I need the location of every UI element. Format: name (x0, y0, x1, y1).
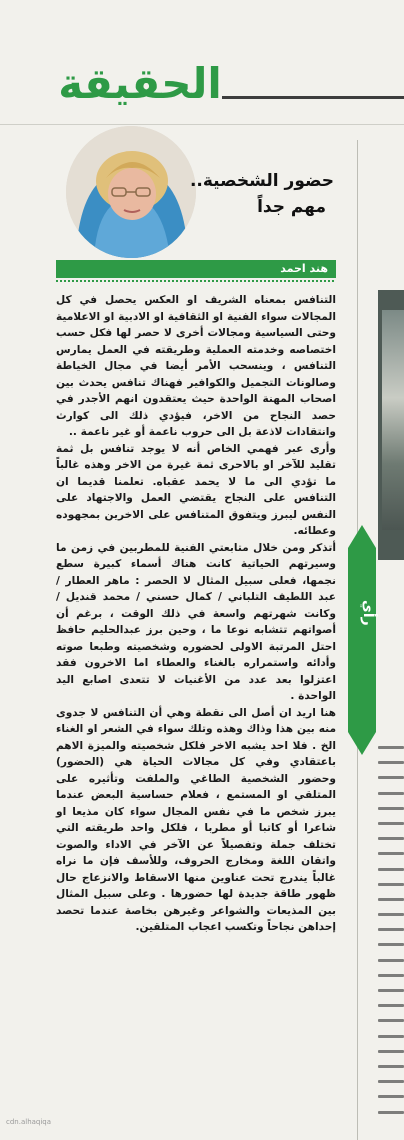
adjacent-page-text (378, 740, 404, 1120)
adjacent-text-line (378, 1044, 404, 1059)
author-bar (56, 260, 336, 278)
article-paragraph-1: التنافس بمعناه الشريف او العكس يحصل في كل المجالات سواء الفنية او الثقافية او الادبية او الاعلامية وحتى السياسية ومجالات أخرى لا حصر لها فكل حسب اختصاصه وخدمته العملية وطريقته في العمل يمارس التنافس ، وينسحب الأمر أيضا في مجال الخياطة وصالونات التجميل والكوافير فهناك تنافس يحدث بين اصحاب المهنة الواحدة حيث يعتقدون انهم الأجدر في حصد النجاح من الاخر، فيؤدي ذلك الى كوارث وانتقادات لاذعة بل الى حروب ناعمة أو غير ناعمة .. (56, 294, 336, 438)
adjacent-text-line (378, 968, 404, 983)
adjacent-text-line (378, 1089, 404, 1104)
watermark: cdn.alhaqiqa (6, 1118, 52, 1126)
adjacent-text-line (378, 983, 404, 998)
adjacent-text-line (378, 877, 404, 892)
adjacent-text-line (378, 922, 404, 937)
adjacent-text-line (378, 831, 404, 846)
adjacent-text-line (378, 801, 404, 816)
adjacent-photo-image (382, 310, 404, 530)
article-headline (189, 168, 334, 220)
adjacent-text-line (378, 907, 404, 922)
adjacent-text-line (378, 1105, 404, 1120)
masthead-logo: الحقيقة (58, 59, 222, 108)
adjacent-page-photo (378, 290, 404, 560)
author-photo (66, 126, 196, 258)
headline-line-2: مهم جداً (257, 197, 326, 217)
article-body (56, 292, 336, 1122)
article-paragraph-4: هنا اريد ان أصل الى نقطة وهي أن التنافس لا جدوى منه بين هذا وذاك وهذه وتلك سواء في الشعر او الغناء الخ . فلا احد يشبه الاخر فلكل شخصيته والميزة الاهم باعتقادي وفي كل مجالات الحياة هي (الحضور) وحضور الشخصية الطاغي والملفت وتأثيره على المتلقي او المستمع ، فعلام حساسية البعض عندما يبرز شخص ما في نفس المجال سواء كان مذيعا او شاعرا أو كاتبا أو مطربا ، فلكل واحد طريقته التي تختلف جملة وتفصيلاً عن الآخر في الاداء والصوت واتقان اللغة ومخارج الحروف، وللأسف فإن ما نراه غالباً يندرج تحت عناوين منها الاسقاط والانزعاج حال ظهور طاقة جديدة لها حضورها . وعلى سبيل المثال بين المذيعات والشواعر وغيرهن بخاصة عندما تحصد إحداهن نجاحاً وتكسب اعجاب المتلقين. (56, 706, 336, 933)
adjacent-text-line (378, 1029, 404, 1044)
masthead-rule (222, 96, 404, 99)
opinion-badge-label: رأي (360, 600, 376, 626)
adjacent-text-line (378, 786, 404, 801)
headline-line-1: حضور الشخصية.. (189, 171, 334, 191)
adjacent-text-line (378, 755, 404, 770)
adjacent-text-line (378, 1013, 404, 1028)
article-paragraph-3: أتذكر ومن خلال متابعتي الفنية للمطربين في زمن ما وسيرتهم الحياتية كانت هناك أسماء كبيرة سطع نجمها، فعلى سبيل المثال لا الحصر : ماهر العطار / عبد اللطيف التلباني / كمال حسني / محمد قنديل / وكانت شهرتهم واسعة في ذلك الوقت ، برغم أن أصواتهم تتشابه نوعا ما ، وحين برز عبدالحليم حافظ احتل المرتبة الاولى لحضوره وشخصيته وطبعا صوته وأدائه واستمراره بالغناء والعطاء اما الاخرون فقد اعتزلوا بعد عدد من الأغنيات لا تتعدى اصابع اليد الواحدة . (56, 541, 336, 702)
adjacent-text-line (378, 740, 404, 755)
opinion-badge (348, 525, 376, 755)
adjacent-text-line (378, 892, 404, 907)
adjacent-text-line (378, 816, 404, 831)
adjacent-text-line (378, 862, 404, 877)
article-paragraph-2: وأرى عبر فهمي الخاص أنه لا يوجد تنافس بل ثمة تقليد للآخر او بالاحرى ثمة غيرة من الاخر وهذه غالباً ما تؤدي الى ما لا يحمد عقباه. تعلمنا قديما ان التنافس على النجاح يقتضي العمل والاجتهاد على النفس ليبرز ويتفوق المتنافس على الاخرين بمجهوده وعطائه. (56, 442, 336, 537)
author-portrait-icon (66, 126, 196, 258)
adjacent-text-line (378, 846, 404, 861)
header-divider (0, 124, 404, 125)
author-bar-dots (56, 280, 336, 282)
adjacent-text-line (378, 1059, 404, 1074)
author-name: هند احمد (280, 262, 328, 275)
adjacent-text-line (378, 937, 404, 952)
adjacent-text-line (378, 1074, 404, 1089)
adjacent-text-line (378, 998, 404, 1013)
adjacent-text-line (378, 770, 404, 785)
adjacent-text-line (378, 953, 404, 968)
